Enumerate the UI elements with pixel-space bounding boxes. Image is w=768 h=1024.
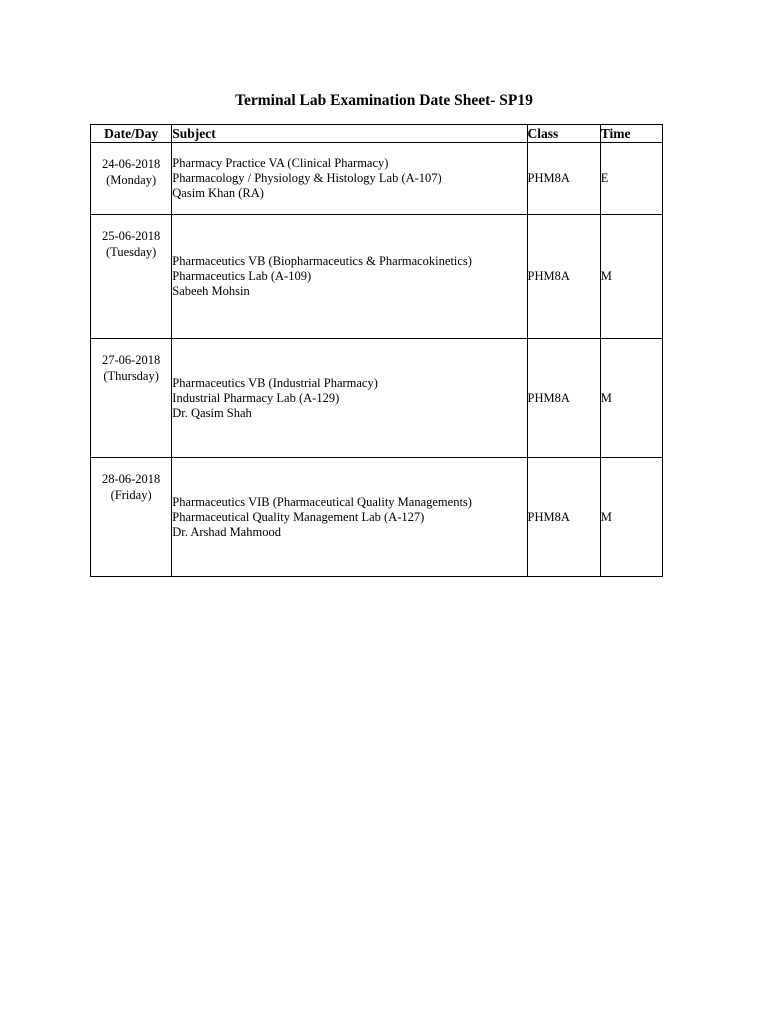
exam-day: (Monday) [106,173,157,187]
date-cell [91,215,172,339]
date-cell [91,339,172,458]
subject-instructor: Dr. Qasim Shah [172,405,252,420]
subject-instructor: Sabeeh Mohsin [172,284,250,298]
subject-course: Pharmacy Practice VA (Clinical Pharmacy) [172,156,389,170]
time-cell: M [600,215,662,339]
subject-lab: Pharmacology / Physiology & Histology Lab (A-107) [172,171,442,185]
exam-date: 28-06-2018 [101,472,161,486]
time-cell: E [600,143,662,215]
subject-lab: Pharmaceutical Quality Management Lab (A-127) [172,509,425,524]
table-row [91,215,663,339]
table-row [91,143,663,215]
exam-day: (Friday) [110,488,152,502]
subject-cell [172,339,527,458]
class-cell: PHM8A [527,143,600,215]
subject-course: Pharmaceutics VIB (Pharmaceutical Quality Managements) [172,494,472,509]
subject-lab: Pharmaceutics Lab (A-109) [172,269,312,283]
class-cell: PHM8A [527,339,600,458]
class-cell: PHM8A [527,215,600,339]
header-class: Class [527,125,600,143]
subject-course: Pharmaceutics VB (Biopharmaceutics & Pharmacokinetics) [172,254,472,268]
date-cell [91,143,172,215]
exam-date: 27-06-2018 [101,353,161,367]
subject-instructor: Dr. Arshad Mahmood [172,524,281,539]
exam-day: (Tuesday) [106,245,157,259]
time-cell: M [600,458,662,577]
header-date-day: Date/Day [91,125,172,143]
subject-course: Pharmaceutics VB (Industrial Pharmacy) [172,375,378,390]
subject-cell [172,215,527,339]
time-cell: M [600,339,662,458]
subject-lab: Industrial Pharmacy Lab (A-129) [172,390,340,405]
subject-instructor: Qasim Khan (RA) [172,186,264,200]
table-header-row [91,125,663,143]
subject-cell [172,143,527,215]
header-time: Time [600,125,662,143]
page-title: Terminal Lab Examination Date Sheet- SP19 [235,92,533,109]
class-cell: PHM8A [527,458,600,577]
table-row [91,458,663,577]
subject-cell [172,458,527,577]
date-cell [91,458,172,577]
header-subject: Subject [172,125,527,143]
date-sheet-table [90,124,663,577]
exam-day: (Thursday) [103,369,159,383]
exam-date: 24-06-2018 [101,157,161,171]
table-row [91,339,663,458]
exam-date: 25-06-2018 [101,229,161,243]
